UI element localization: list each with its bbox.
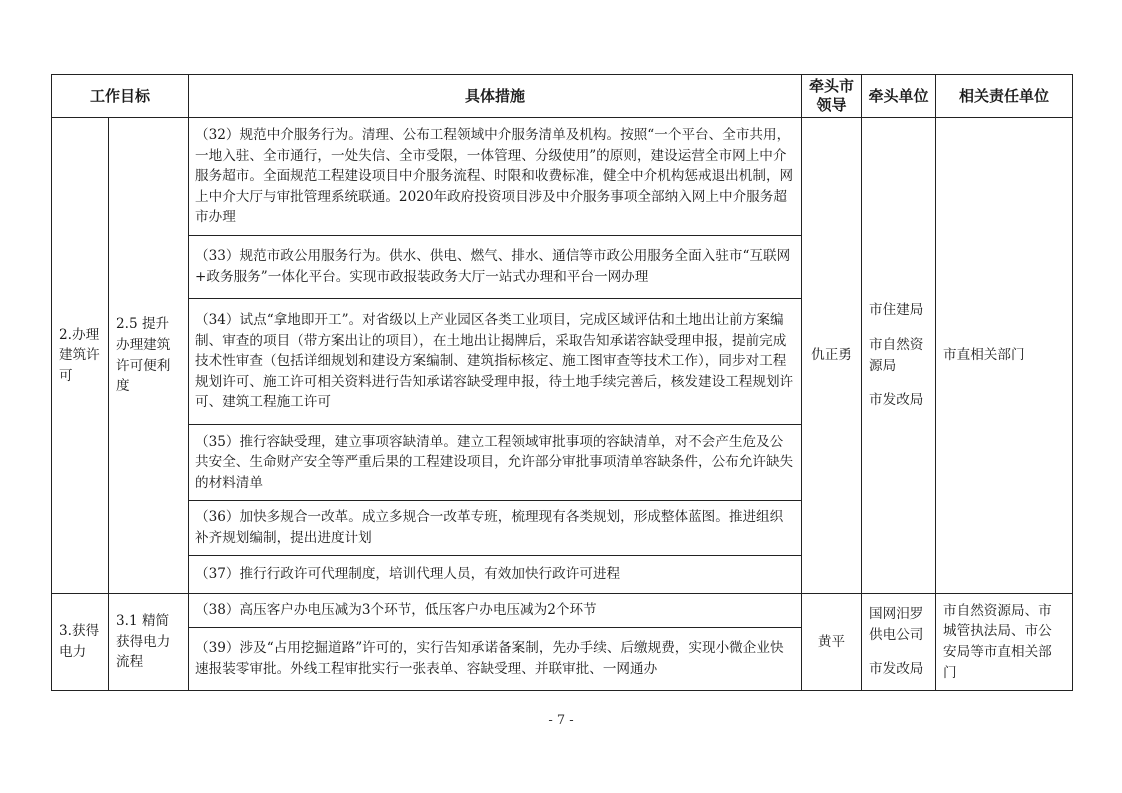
table-row — [52, 594, 1073, 628]
measure-cell: （37）推行行政许可代理制度，培训代理人员，有效加快行政许可进程 — [189, 556, 802, 594]
measure-cell: （38）高压客户办电压减为3个环节，低压客户办电压减为2个环节 — [189, 594, 802, 628]
measure-cell: （34）试点“拿地即开工”。对省级以上产业园区各类工业项目，完成区域评估和土地出让前方案编制、审查的项目（带方案出让的项目），在土地出让揭牌后，采取告知承诺容缺受理申报，提前完成技术性审查（包括详细规划和建设方案编制、建筑指标核定、施工图审查等技术工作），同步对工程规划许可、施工许可相关资料进行告知承诺容缺受理申报，待土地手续完善后，核发建设工程规划许可、建筑工程施工许可 — [189, 299, 802, 425]
header-goal: 工作目标 — [52, 75, 189, 118]
lead-unit-item: 市住建局 — [869, 302, 924, 319]
header-related-units: 相关责任单位 — [936, 75, 1073, 118]
lead-unit-item: 市发改局 — [869, 661, 924, 678]
measure-cell: （35）推行容缺受理，建立事项容缺清单。建立工程领域审批事项的容缺清单，对不会产生危及公共安全、生命财产安全等严重后果的工程建设项目，允许部分审批事项清单容缺条件，公布允许缺失的材料清单 — [189, 425, 802, 501]
table-row — [52, 118, 1073, 236]
measure-cell: （33）规范市政公用服务行为。供水、供电、燃气、排水、通信等市政公用服务全面入驻市“互联网+政务服务”一体化平台。实现市政报装政务大厅一站式办理和平台一网办理 — [189, 236, 802, 299]
goal-cell: 3.获得电力 — [52, 594, 109, 691]
header-measures: 具体措施 — [189, 75, 802, 118]
measure-cell: （32）规范中介服务行为。清理、公布工程领域中介服务清单及机构。按照“一个平台、全市共用，一地入驻、全市通行，一处失信、全市受限，一体管理、分级使用”的原则，建设运营全市网上中介服务超市。全面规范工程建设项目中介服务流程、时限和收费标准，健全中介机构惩戒退出机制，网上中介大厅与审批管理系统联通。2020年政府投资项目涉及中介服务事项全部纳入网上中介服务超市办理 — [189, 118, 802, 236]
leader-cell: 仇正勇 — [802, 118, 862, 594]
measure-cell: （36）加快多规合一改革。成立多规合一改革专班，梳理现有各类规划，形成整体蓝图。推进组织补齐规划编制，提出进度计划 — [189, 501, 802, 556]
lead-unit-item: 国网汨罗供电公司 — [869, 606, 924, 643]
measure-cell: （39）涉及“占用挖掘道路”许可的，实行告知承诺备案制，先办手续、后缴规费，实现小微企业快速报装零审批。外线工程审批实行一张表单、容缺受理、并联审批、一网通办 — [189, 628, 802, 691]
header-lead-unit: 牵头单位 — [862, 75, 936, 118]
measures-table — [51, 74, 1073, 691]
related-units-cell: 市自然资源局、市城管执法局、市公安局等市直相关部门 — [936, 594, 1073, 691]
goal-cell: 2.办理建筑许可 — [52, 118, 109, 594]
subgoal-cell: 3.1 精简获得电力流程 — [109, 594, 189, 691]
lead-unit-cell — [862, 594, 936, 691]
page-number: - 7 - — [548, 713, 574, 728]
header-row — [52, 75, 1073, 118]
lead-unit-item: 市发改局 — [869, 392, 924, 409]
lead-unit-item: 市自然资源局 — [869, 336, 924, 374]
leader-cell: 黄平 — [802, 594, 862, 691]
header-leader: 牵头市领导 — [802, 75, 862, 118]
subgoal-cell: 2.5 提升办理建筑许可便利度 — [109, 118, 189, 594]
lead-unit-cell — [862, 118, 936, 594]
related-units-cell: 市直相关部门 — [936, 118, 1073, 594]
